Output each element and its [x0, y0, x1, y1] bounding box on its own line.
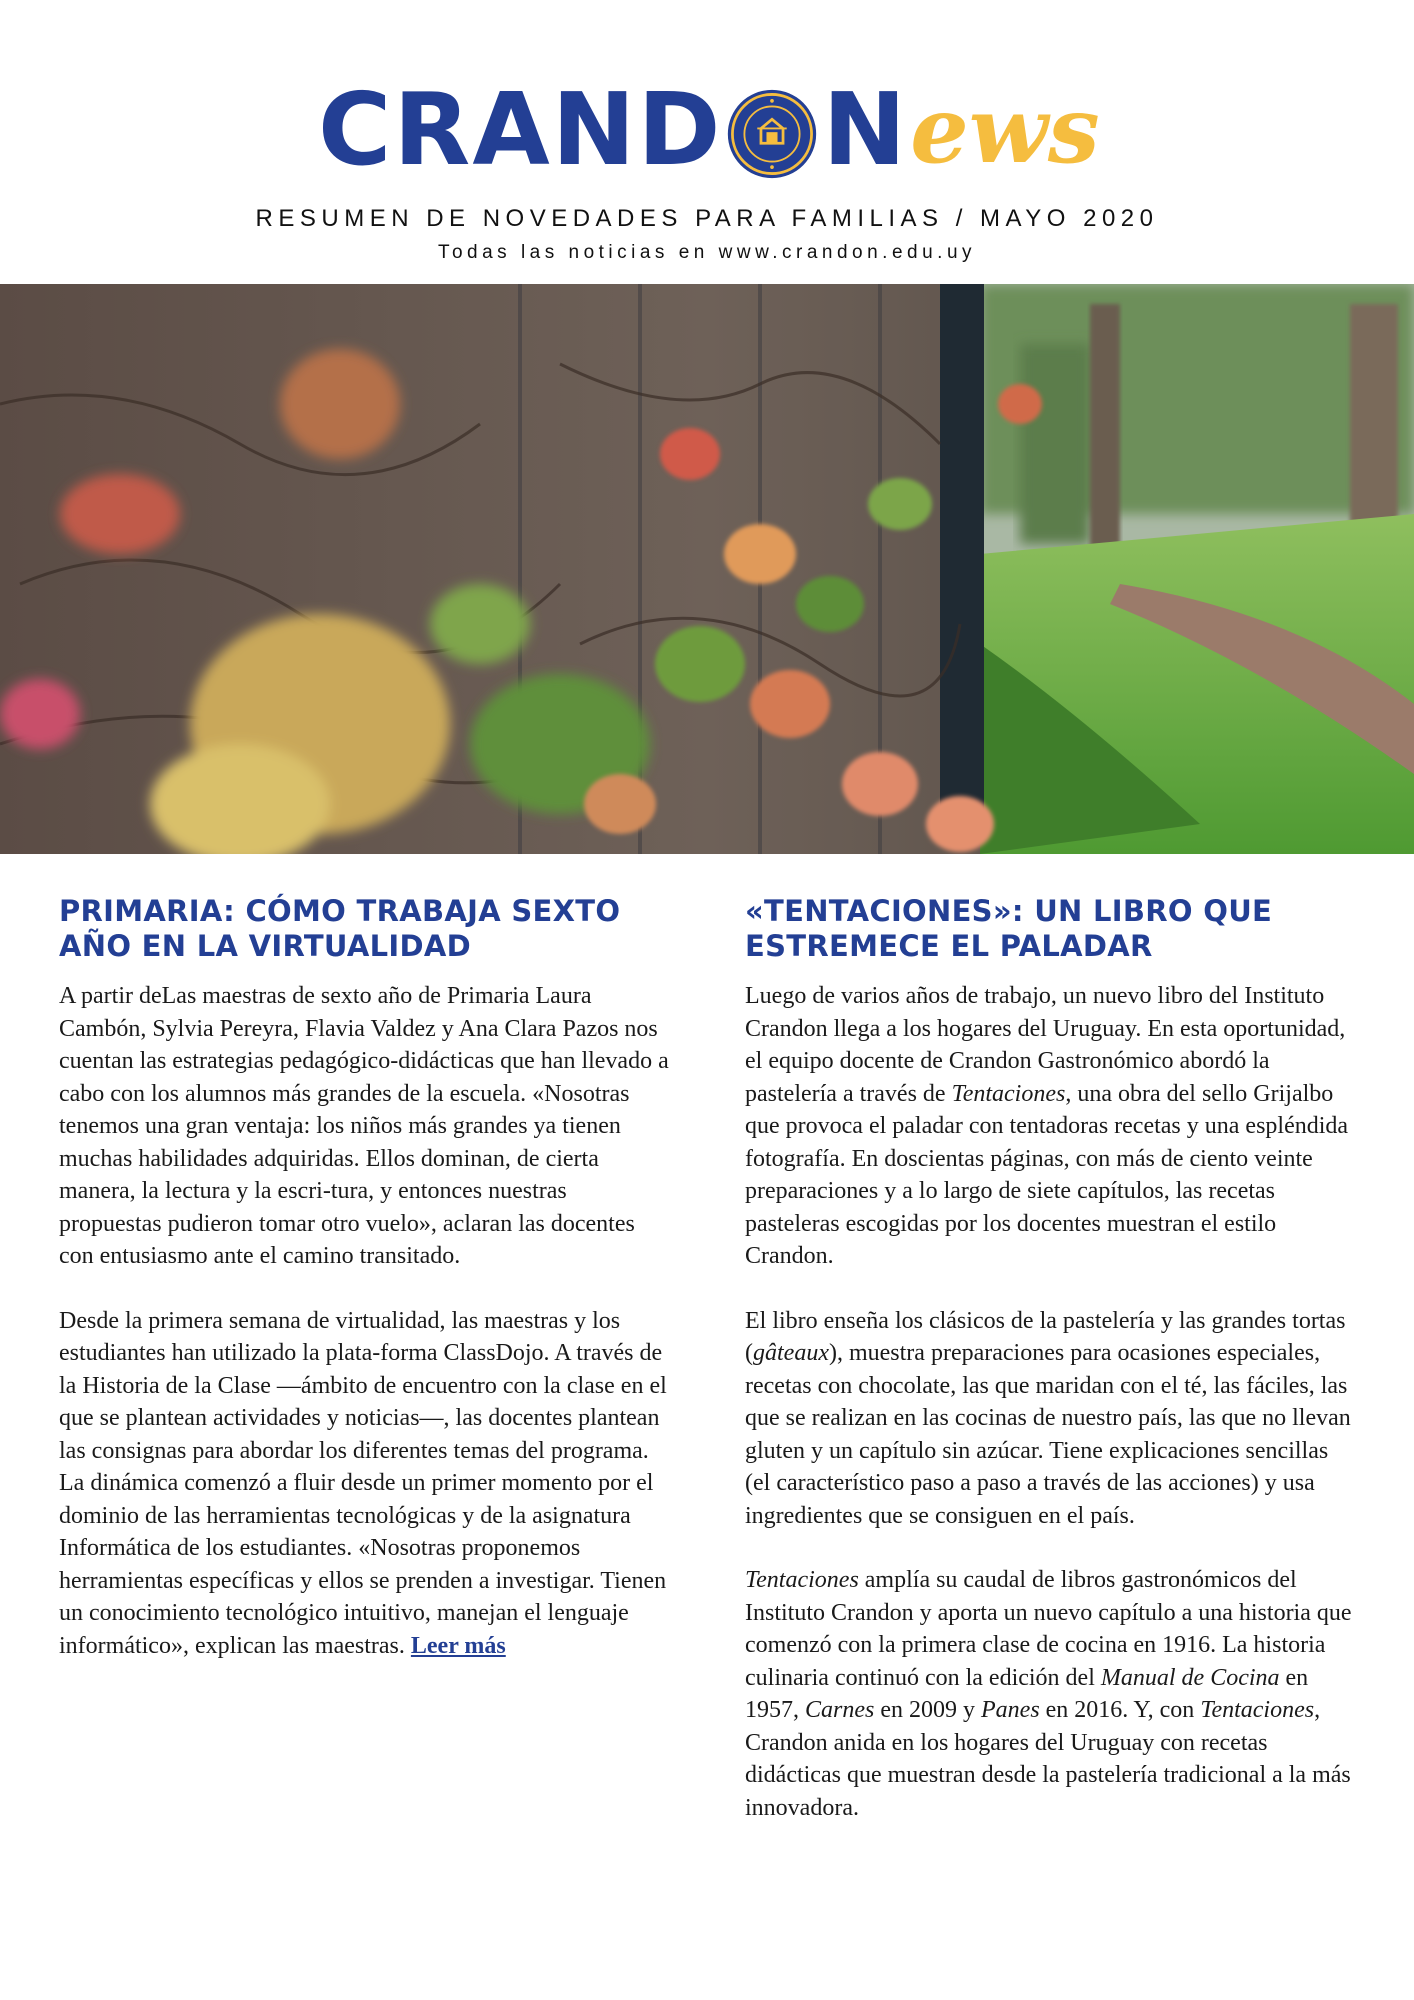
text-run: , una obra del sello Grijalbo que provoca el paladar con tentadoras recetas y una espléndida fotografía. En doscientas páginas, con más de ciento veinte preparaciones y a lo largo de siete capítulos, las recetas pasteleras escogidas por los docentes muestran el estilo Crandon. — [745, 1080, 1349, 1269]
crandon-news-logo — [318, 70, 1100, 190]
book-title: Tentaciones — [745, 1567, 859, 1593]
article-paragraph: A partir deLas maestras de sexto año de Primaria Laura Cambón, Sylvia Pereyra, Flavia Valdez y Ana Clara Pazos nos cuentan las estrategias pedagógico-didácticas que han llevado a cabo con los alumnos más grandes de la escuela. «Nosotras tenemos una gran ventaja: los niños más grandes ya tienen muchas habilidades adquiridas. Ellos dominan, de cierta manera, la lectura y la escri-tura, y entonces nuestras propuestas pudieron tomar otro vuelo», aclaran las docentes con entusiasmo ante el camino transitado. — [59, 983, 669, 1269]
article-paragraph — [59, 1305, 669, 1663]
text-run: amplía su caudal de libros gastronómicos del Instituto Crandon y aporta un nuevo capítulo a una historia que comenzó con la primera clase de cocina en 1916. La historia culinaria continuó con la edición del — [745, 1567, 1352, 1691]
text-run: en 1957, — [745, 1664, 1309, 1723]
read-more-link[interactable]: Leer más — [410, 1632, 506, 1659]
text-run: , Crandon anida en los hogares del Uruguay con recetas didácticas que muestran desde la pastelería tradicional a la más innovadora. — [745, 1697, 1351, 1821]
book-title: Manual de Cocina — [1100, 1664, 1280, 1691]
newsletter-tagline: Todas las noticias en www.crandon.edu.uy — [437, 242, 977, 263]
term-emphasis: gâteaux — [753, 1340, 829, 1366]
newsletter-subtitle: RESUMEN DE NOVEDADES PARA FAMILIAS / MAYO 2020 — [255, 205, 1159, 232]
article-headline: PRIMARIA: CÓMO TRABAJA SEXTO AÑO EN LA VIRTUALIDAD — [59, 894, 621, 963]
book-title: Tentaciones — [1200, 1697, 1315, 1723]
article-paragraph-text: Desde la primera semana de virtualidad, las maestras y los estudiantes han utilizado la plata-forma ClassDojo. A través de la Historia de la Clase —ámbito de encuentro con la clase en el que se plantean actividades y noticias—, las docentes plantean las consignas para abordar los diferentes temas del programa. La dinámica comenzó a fluir desde un primer momento por el dominio de las herramientas tecnológicas y de la asignatura Informática de los estudiantes. «Nosotras proponemos herramientas específicas y ellos se prenden a investigar. Tienen un conocimiento tecnológico intuitivo, manejan el lenguaje informático», explican las maestras. — [59, 1307, 667, 1659]
article-paragraph — [745, 1564, 1355, 1824]
article-paragraph — [745, 1305, 1355, 1533]
article-tentaciones — [745, 894, 1355, 1856]
article-paragraph — [745, 980, 1355, 1273]
autumn-ivy-garden-photo — [0, 284, 1414, 854]
logo-text-n: N — [822, 71, 909, 188]
logo-text-ews: ews — [910, 76, 1100, 184]
crandon-seal-icon — [726, 88, 818, 180]
article-headline: «TENTACIONES»: UN LIBRO QUE ESTREMECE EL PALADAR — [745, 894, 1273, 963]
text-run: ), muestra preparaciones para ocasiones especiales, recetas con chocolate, las que maridan con el té, las fáciles, las que se realizan en las cocinas de nuestro país, las que no llevan gluten y un capítulo sin azúcar. Tiene explicaciones sencillas (el característico paso a paso a través de las acciones) y usa ingredientes que se consiguen en el país. — [745, 1340, 1351, 1529]
text-run: El libro enseña los clásicos de la pastelería y las grandes tortas ( — [745, 1307, 1346, 1366]
hero-photo — [0, 284, 1414, 854]
text-run: en 2016. Y, con — [1039, 1697, 1201, 1723]
text-run: Luego de varios años de trabajo, un nuevo libro del Instituto Crandon llega a los hogares del Uruguay. En esta oportunidad, el equipo docente de Crandon Gastronómico abordó la pastelería a través de — [745, 983, 1346, 1107]
book-title: Panes — [981, 1697, 1040, 1723]
book-title: Carnes — [805, 1697, 875, 1723]
article-primaria — [59, 894, 669, 1694]
masthead — [0, 60, 1414, 188]
text-run: en 2009 y — [874, 1697, 981, 1723]
logo-text-crand: CRAND — [318, 71, 723, 188]
book-title: Tentaciones — [951, 1080, 1066, 1107]
